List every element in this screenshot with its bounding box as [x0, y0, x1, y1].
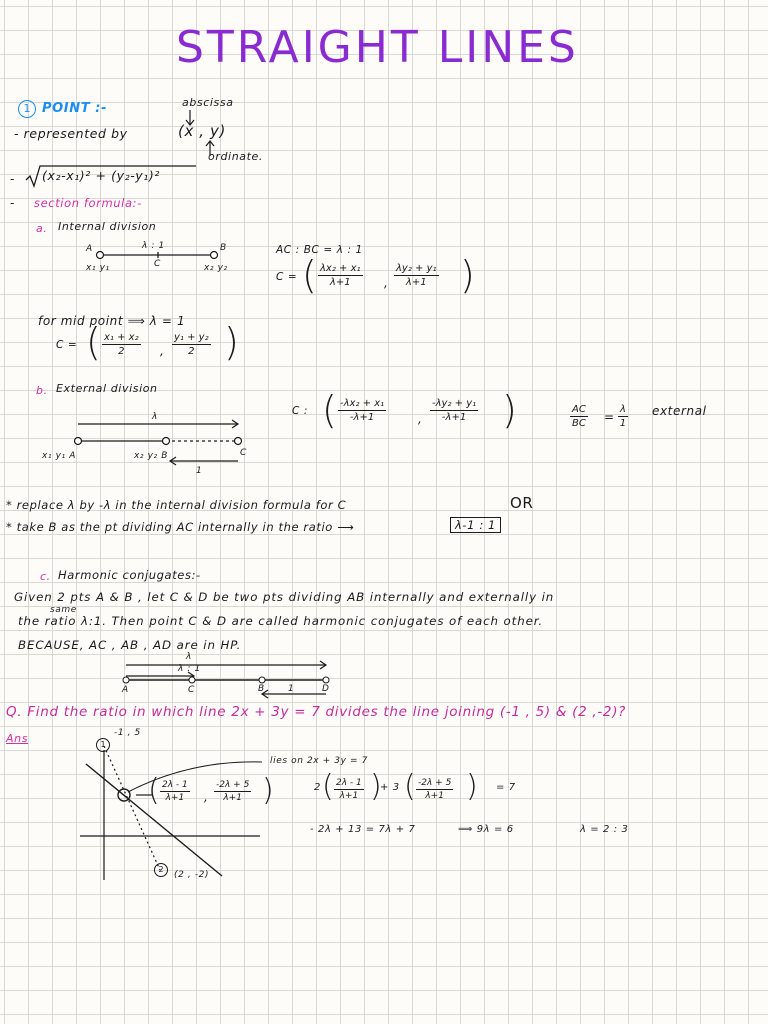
lambda-one-fraction	[618, 404, 628, 429]
sub-y-fraction	[416, 778, 453, 801]
note-replace: * replace λ by -λ in the internal division formula for C	[6, 498, 347, 512]
point-A-label: A	[86, 244, 93, 254]
harmonic-one: 1	[288, 684, 295, 694]
internal-label: a.	[36, 222, 48, 235]
numerator: y₁ + y₂	[174, 332, 209, 343]
abscissa-label: abscissa	[182, 96, 234, 109]
numerator: λx₂ + x₁	[320, 263, 361, 274]
right-paren: )	[224, 320, 239, 364]
point-2-coords: (2 , -2)	[174, 870, 210, 880]
right-paren: )	[460, 253, 475, 297]
solution-step: - 2λ + 13 = 7λ + 7	[310, 824, 416, 835]
mid-y-fraction	[172, 332, 211, 357]
harmonic-lambda: λ	[186, 652, 192, 662]
denominator: -λ+1	[441, 412, 467, 423]
numerator: -2λ + 5	[418, 778, 452, 788]
x1y1-A-label: x₁ y₁ A	[42, 451, 76, 461]
point-1-marker: 1	[96, 738, 110, 752]
numerator: 2λ - 1	[336, 778, 362, 788]
distance-formula: (x₂-x₁)² + (y₂-y₁)²	[42, 168, 161, 183]
harmonic-title: Harmonic conjugates:-	[58, 568, 201, 582]
numerator: -2λ + 5	[216, 780, 250, 790]
denominator: λ+1	[339, 791, 359, 801]
numerator: λ	[620, 404, 626, 415]
c-y-fraction	[214, 780, 251, 803]
one-label: 1	[196, 466, 203, 476]
solution-step-2: ⟹ 9λ = 6	[458, 824, 514, 835]
comma: ,	[418, 412, 423, 426]
point-1-coords: -1 , 5	[114, 728, 141, 738]
distance-dash: -	[10, 172, 15, 186]
final-answer: λ = 2 : 3	[580, 824, 629, 835]
c-equals-mid: C =	[56, 339, 78, 351]
eq-plus-3: + 3	[380, 782, 400, 793]
external-division-title: External division	[56, 382, 158, 395]
harmonic-line-2: the ratio λ:1. Then point C & D are called harmonic conjugates of each other.	[18, 614, 544, 628]
section-number-1: 1	[18, 100, 36, 118]
harmonic-B: B	[258, 684, 265, 694]
right-paren: )	[466, 769, 478, 804]
same-insert: same	[50, 605, 77, 615]
internal-x-fraction	[318, 263, 363, 288]
numerator: 2λ - 1	[162, 780, 188, 790]
section-dash: -	[10, 196, 15, 210]
external-y-fraction	[430, 398, 478, 423]
ordinate-label: ordinate.	[208, 150, 263, 163]
represented-by-text: - represented by	[14, 126, 128, 141]
right-paren: )	[502, 388, 517, 432]
ratio-label: λ : 1	[142, 241, 165, 251]
boxed-ratio: λ-1 : 1	[450, 517, 501, 533]
harmonic-C: C	[188, 685, 195, 695]
lies-on-label: lies on 2x + 3y = 7	[270, 756, 368, 766]
harmonic-ratio: λ : 1	[178, 664, 201, 674]
point-C-label: C	[154, 259, 161, 269]
denominator: λ+1	[329, 277, 351, 288]
point-B-label: B	[220, 243, 227, 253]
harmonic-D: D	[322, 684, 330, 694]
or-text: OR	[510, 494, 534, 512]
point-C-ext-label: C	[240, 448, 247, 458]
external-label: b.	[36, 384, 48, 397]
denominator: 2	[118, 346, 125, 357]
harmonic-line-3: BECAUSE, AC , AB , AD are in HP.	[18, 638, 242, 652]
point-heading: POINT :-	[42, 101, 108, 116]
denominator: 1	[619, 418, 627, 429]
lambda-label: λ	[152, 412, 158, 422]
eq-coef-2: 2	[314, 782, 321, 793]
section-formula-heading: section formula:-	[34, 196, 142, 210]
denominator: λ+1	[425, 791, 444, 801]
numerator: λy₂ + y₁	[396, 263, 437, 274]
sub-x-fraction	[334, 778, 364, 801]
mid-x-fraction	[102, 332, 141, 357]
denominator: λ+1	[405, 277, 427, 288]
ac-bc-fraction	[570, 404, 588, 429]
c-x-fraction	[160, 780, 190, 803]
midpoint-text: for mid point ⟹ λ = 1	[38, 314, 186, 328]
right-paren: )	[262, 773, 274, 808]
external-text: external	[652, 404, 707, 418]
x1y1-label: x₁ y₁	[86, 263, 110, 273]
denominator: 2	[188, 346, 195, 357]
left-paren: (	[322, 388, 337, 432]
ac-bc-ratio: AC : BC = λ : 1	[276, 244, 363, 256]
point-coords: (x , y)	[178, 122, 226, 140]
internal-division-title: Internal division	[58, 220, 157, 233]
point-2-marker: 2	[154, 863, 168, 877]
denominator: BC	[571, 418, 586, 429]
numerator: x₁ + x₂	[104, 332, 139, 343]
left-paren: (	[302, 253, 317, 297]
right-paren: )	[370, 769, 382, 804]
left-paren: (	[86, 320, 101, 364]
numerator: -λx₂ + x₁	[340, 398, 385, 409]
external-x-fraction	[338, 398, 386, 423]
denominator: -λ+1	[349, 412, 375, 423]
left-paren: (	[148, 773, 160, 808]
denominator: λ+1	[165, 793, 185, 803]
note-take-B: * take B as the pt dividing AC internally in the ratio ⟶	[6, 520, 355, 534]
harmonic-A: A	[122, 685, 129, 695]
question-text: Q. Find the ratio in which line 2x + 3y = 7 divides the line joining (-1 , 5) & (2 ,-2)?	[6, 704, 627, 720]
numerator: AC	[572, 404, 586, 415]
x2y2-label: x₂ y₂	[204, 263, 228, 273]
comma: ,	[204, 790, 209, 804]
page-title: STRAIGHT LINES	[176, 22, 579, 73]
ratio-equals: =	[604, 410, 615, 424]
c-equals: C =	[276, 271, 298, 283]
left-paren: (	[404, 769, 416, 804]
left-paren: (	[322, 769, 334, 804]
comma: ,	[160, 344, 165, 358]
harmonic-line-1: Given 2 pts A & B , let C & D be two pts dividing AB internally and externally in	[14, 590, 555, 604]
c-ext-equals: C :	[292, 405, 309, 417]
denominator: λ+1	[223, 793, 242, 803]
answer-label: Ans	[6, 732, 29, 745]
internal-y-fraction	[394, 263, 439, 288]
eq-result: = 7	[496, 782, 516, 793]
numerator: -λy₂ + y₁	[432, 398, 477, 409]
harmonic-label: c.	[40, 570, 51, 583]
x2y2-B-label: x₂ y₂ B	[134, 451, 168, 461]
comma: ,	[384, 276, 389, 290]
